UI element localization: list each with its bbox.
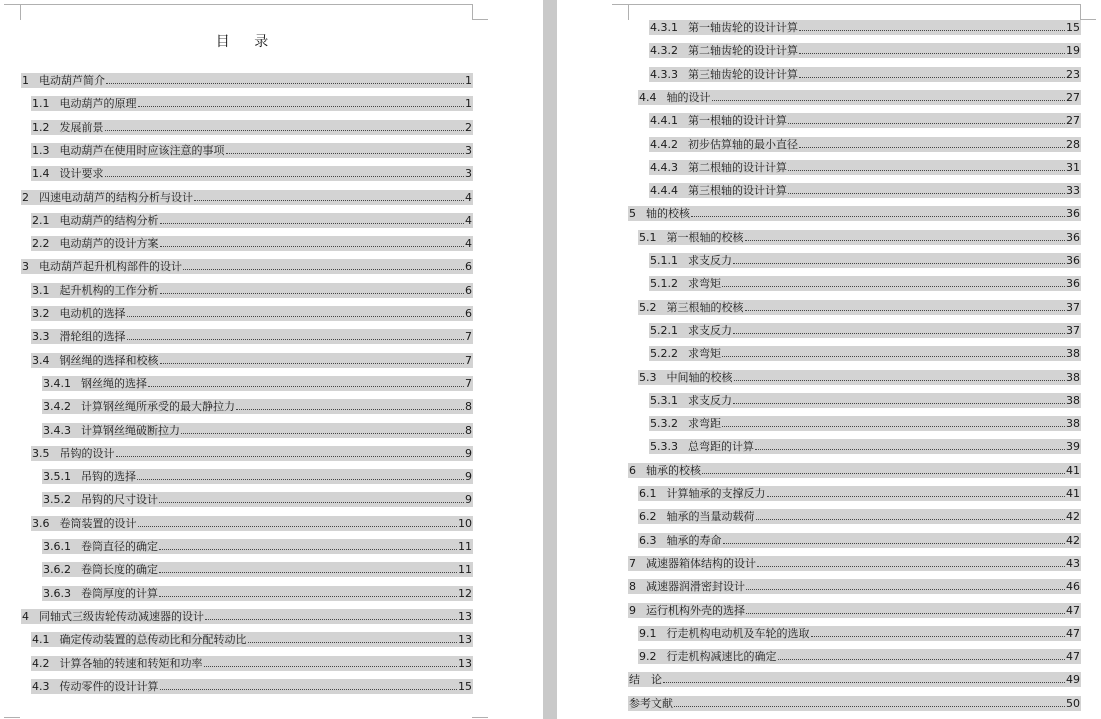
toc-title: 目 录 <box>215 34 279 50</box>
toc-entry-page: 46 <box>1066 580 1080 594</box>
toc-entry-page: 6 <box>465 283 472 297</box>
toc-entry-title: 四速电动葫芦的结构分析与设计 <box>39 190 193 204</box>
toc-dot-leader <box>799 29 1065 31</box>
toc-entry-number: 3.5.2 <box>43 493 71 507</box>
toc-entry[interactable] <box>649 20 1081 35</box>
toc-entry-number: 4.4.2 <box>650 137 678 151</box>
toc-entry[interactable] <box>42 539 473 554</box>
toc-entry-number: 3.6 <box>32 516 50 530</box>
toc-entry[interactable] <box>649 276 1081 291</box>
toc-entry[interactable] <box>628 463 1081 478</box>
toc-dot-leader <box>788 169 1065 171</box>
toc-dot-leader <box>734 379 1066 381</box>
toc-entry-title: 初步估算轴的最小直径 <box>688 137 798 151</box>
toc-entry-title: 吊钩的尺寸设计 <box>81 493 158 507</box>
toc-entry-number: 8 <box>629 580 636 594</box>
toc-entry-number: 5 <box>629 207 636 221</box>
toc-entry-page: 13 <box>458 633 472 647</box>
toc-entry[interactable] <box>31 166 473 181</box>
document-page-left <box>0 0 543 719</box>
toc-entry-page: 43 <box>1066 556 1080 570</box>
toc-entry[interactable] <box>649 393 1081 408</box>
toc-entry-page: 38 <box>1066 370 1080 384</box>
toc-dot-leader <box>204 665 458 667</box>
toc-entry-number: 3.6.1 <box>43 540 71 553</box>
toc-entry-number: 4.1 <box>32 633 50 647</box>
toc-entry-page: 4 <box>465 237 472 251</box>
toc-entry-number: 1.4 <box>32 167 50 181</box>
toc-entry-number: 3 <box>22 260 29 274</box>
toc-entry-number: 7 <box>629 556 636 570</box>
toc-entry[interactable] <box>649 416 1081 431</box>
toc-entry-number: 3.6.2 <box>43 563 71 577</box>
toc-entry-title: 减速器润滑密封设计 <box>646 580 745 594</box>
toc-entry-number: 1 <box>22 74 29 87</box>
toc-entry[interactable] <box>31 283 473 298</box>
toc-entry-title: 求弯距 <box>688 417 721 431</box>
toc-dot-leader <box>674 705 1065 707</box>
toc-entry-page: 38 <box>1066 417 1080 431</box>
toc-dot-leader <box>799 146 1065 148</box>
toc-dot-leader <box>691 215 1065 217</box>
toc-dot-leader <box>138 525 458 527</box>
toc-entry-title: 电动葫芦的原理 <box>59 97 137 111</box>
toc-entry-page: 19 <box>1066 44 1080 58</box>
toc-entry-number: 5.3.1 <box>650 393 678 407</box>
page-gutter <box>543 0 557 719</box>
toc-entry-page: 38 <box>1066 393 1080 407</box>
toc-entry-title: 结 论 <box>629 673 662 687</box>
toc-entry[interactable] <box>42 586 473 601</box>
toc-entry-title: 吊钩的设计 <box>59 446 115 460</box>
toc-entry-title: 设计要求 <box>59 167 104 181</box>
toc-dot-leader <box>767 495 1066 497</box>
toc-entry-title: 电动机的选择 <box>59 307 126 320</box>
toc-entry-number: 3.4.2 <box>43 400 71 414</box>
toc-entry-page: 39 <box>1066 440 1080 454</box>
toc-entry-page: 42 <box>1066 510 1080 524</box>
toc-entry-number: 3.4.1 <box>43 376 71 390</box>
toc-entry-title: 求弯矩 <box>688 277 721 291</box>
toc-entry-number: 5.3 <box>639 370 657 384</box>
toc-entry-title: 卷筒直径的确定 <box>81 540 158 553</box>
toc-entry-page: 7 <box>465 376 472 390</box>
toc-entry-title: 行走机构电动机及车轮的选取 <box>666 626 810 640</box>
toc-entry[interactable] <box>628 603 1081 618</box>
toc-entry[interactable] <box>649 67 1081 82</box>
toc-entry-number: 4 <box>22 609 29 623</box>
toc-entry-page: 3 <box>465 167 472 181</box>
toc-entry-page: 6 <box>465 260 472 274</box>
toc-dot-leader <box>148 385 464 387</box>
toc-dot-leader <box>723 542 1066 544</box>
toc-dot-leader <box>106 82 464 84</box>
toc-entry-title: 计算各轴的转速和转矩和功率 <box>59 656 203 670</box>
toc-dot-leader <box>205 618 457 620</box>
toc-entry-number: 3.4.3 <box>43 423 71 437</box>
toc-entry[interactable] <box>42 423 473 438</box>
toc-dot-leader <box>127 315 465 317</box>
toc-entry-number: 4.3.1 <box>650 21 678 34</box>
toc-entry-title: 吊钩的选择 <box>81 470 136 484</box>
toc-entry-page: 4 <box>465 213 472 227</box>
toc-entry-title: 第一根轴的校核 <box>666 230 744 244</box>
toc-entry-page: 15 <box>458 679 472 693</box>
toc-entry-page: 49 <box>1066 673 1080 687</box>
toc-dot-leader <box>746 612 1065 614</box>
toc-entry-title: 发展前景 <box>59 120 104 134</box>
toc-entry-title: 第三根轴的校核 <box>666 300 744 314</box>
toc-entry[interactable] <box>42 399 473 414</box>
toc-dot-leader <box>799 52 1065 54</box>
toc-entry[interactable] <box>638 90 1081 105</box>
toc-entry-title: 求弯矩 <box>688 347 721 361</box>
toc-dot-leader <box>159 548 457 550</box>
toc-dot-leader <box>137 478 464 480</box>
toc-entry-title: 轴承的校核 <box>646 463 701 477</box>
toc-entry-page: 36 <box>1066 207 1080 221</box>
toc-entry-number: 5.3.2 <box>650 417 678 431</box>
toc-entry-page: 2 <box>465 120 472 134</box>
toc-dot-leader <box>811 635 1066 637</box>
toc-dot-leader <box>236 408 464 410</box>
toc-entry[interactable] <box>638 509 1081 524</box>
toc-entry-number: 4.2 <box>32 656 50 670</box>
toc-entry-title: 求支反力 <box>688 254 732 267</box>
toc-entry[interactable] <box>31 143 473 158</box>
toc-entry-page: 13 <box>458 609 472 623</box>
toc-entry[interactable] <box>31 120 473 135</box>
toc-entry-title: 计算钢丝绳所承受的最大静拉力 <box>81 400 235 414</box>
toc-entry-number: 5.2.2 <box>650 347 678 361</box>
toc-entry[interactable] <box>31 679 473 694</box>
toc-dot-leader <box>248 641 458 643</box>
toc-entry-title: 滑轮组的选择 <box>59 330 126 344</box>
toc-entry-number: 3.4 <box>32 353 50 367</box>
toc-entry-title: 传动零件的设计计算 <box>59 679 159 693</box>
toc-entry-title: 第一根轴的设计计算 <box>688 114 787 128</box>
toc-entry-page: 7 <box>465 353 472 367</box>
toc-entry-title: 卷筒长度的确定 <box>81 563 158 577</box>
toc-entry-number: 1.1 <box>32 97 50 111</box>
toc-dot-leader <box>226 152 465 154</box>
document-page-right <box>557 0 1101 719</box>
toc-entry-page: 15 <box>1066 21 1080 34</box>
toc-entry[interactable] <box>21 259 473 274</box>
toc-entry-number: 3.5 <box>32 446 50 460</box>
toc-entry[interactable] <box>638 230 1081 245</box>
toc-entry-number: 2 <box>22 190 29 204</box>
toc-entry-number: 4.3.2 <box>650 44 678 58</box>
toc-list-right <box>557 0 1101 719</box>
toc-entry-title: 参考文献 <box>629 696 673 710</box>
toc-entry-title: 求支反力 <box>688 323 732 337</box>
toc-dot-leader <box>733 262 1065 264</box>
toc-entry-page: 1 <box>465 74 472 87</box>
toc-entry-title: 轴承的当量动载荷 <box>666 510 755 524</box>
toc-entry[interactable] <box>649 113 1081 128</box>
toc-entry-number: 3.3 <box>32 330 50 344</box>
toc-entry[interactable] <box>31 236 473 251</box>
toc-dot-leader <box>183 268 464 270</box>
toc-entry-title: 钢丝绳的选择 <box>81 376 147 390</box>
toc-entry-title: 中间轴的校核 <box>666 370 733 384</box>
toc-entry-number: 5.2.1 <box>650 323 678 337</box>
toc-entry[interactable] <box>42 492 473 507</box>
toc-entry-title: 同轴式三级齿轮传动减速器的设计 <box>39 609 204 623</box>
toc-entry-number: 5.1 <box>639 230 657 244</box>
toc-entry-page: 47 <box>1066 603 1080 617</box>
toc-entry-title: 计算钢丝绳破断拉力 <box>81 423 180 437</box>
toc-dot-leader <box>757 565 1065 567</box>
toc-dot-leader <box>105 175 465 177</box>
toc-entry-page: 12 <box>458 586 472 600</box>
toc-entry-page: 7 <box>465 330 472 344</box>
toc-entry-page: 36 <box>1066 254 1080 267</box>
toc-entry-number: 3.5.1 <box>43 470 71 484</box>
toc-entry-number: 3.1 <box>32 283 50 297</box>
toc-dot-leader <box>160 362 465 364</box>
toc-dot-leader <box>745 309 1066 311</box>
toc-entry-title: 第二根轴的设计计算 <box>688 160 787 174</box>
toc-entry-page: 47 <box>1066 626 1080 640</box>
toc-entry-title: 轴承的寿命 <box>666 533 722 547</box>
toc-entry-number: 2.2 <box>32 237 50 251</box>
toc-dot-leader <box>745 239 1066 241</box>
toc-entry-number: 6.2 <box>639 510 657 524</box>
toc-dot-leader <box>712 99 1066 101</box>
toc-entry-number: 4.4 <box>639 90 657 104</box>
toc-entry-page: 33 <box>1066 184 1080 198</box>
toc-dot-leader <box>788 192 1065 194</box>
toc-entry-page: 8 <box>465 423 472 437</box>
toc-dot-leader <box>159 501 464 503</box>
toc-entry-title: 计算轴承的支撑反力 <box>666 487 766 500</box>
toc-entry-number: 9 <box>629 603 636 617</box>
toc-entry-title: 电动葫芦简介 <box>39 74 105 87</box>
toc-dot-leader <box>116 455 465 457</box>
toc-entry-title: 卷筒厚度的计算 <box>81 586 158 600</box>
toc-entry[interactable] <box>31 213 473 228</box>
toc-dot-leader <box>663 681 1065 683</box>
toc-dot-leader <box>733 402 1065 404</box>
toc-entry[interactable] <box>638 649 1081 664</box>
toc-entry[interactable] <box>638 370 1081 385</box>
toc-entry-title: 起升机构的工作分析 <box>59 283 159 297</box>
toc-entry-page: 9 <box>465 493 472 507</box>
toc-dot-leader <box>127 338 465 340</box>
toc-dot-leader <box>138 105 465 107</box>
toc-entry-title: 电动葫芦的设计方案 <box>59 237 159 251</box>
toc-entry[interactable] <box>31 446 473 461</box>
toc-dot-leader <box>755 448 1065 450</box>
toc-entry[interactable] <box>628 206 1081 221</box>
toc-entry-page: 8 <box>465 400 472 414</box>
toc-dot-leader <box>722 285 1065 287</box>
toc-entry-title: 运行机构外壳的选择 <box>646 603 745 617</box>
toc-entry[interactable] <box>31 306 473 321</box>
toc-entry-page: 27 <box>1066 114 1080 128</box>
toc-entry[interactable] <box>628 672 1081 687</box>
toc-dot-leader <box>756 518 1066 520</box>
toc-dot-leader <box>194 199 464 201</box>
toc-entry[interactable] <box>638 300 1081 315</box>
toc-entry[interactable] <box>31 656 473 671</box>
toc-entry[interactable] <box>649 183 1081 198</box>
toc-dot-leader <box>105 129 465 131</box>
toc-entry-page: 10 <box>458 516 472 530</box>
toc-entry-number: 4.4.4 <box>650 184 678 198</box>
toc-entry-page: 9 <box>465 446 472 460</box>
toc-entry-page: 50 <box>1066 696 1080 710</box>
toc-entry[interactable] <box>628 579 1081 594</box>
toc-entry-page: 36 <box>1066 277 1080 291</box>
toc-entry[interactable] <box>21 190 473 205</box>
toc-entry-page: 1 <box>465 97 472 111</box>
toc-entry-number: 6.1 <box>639 487 657 500</box>
toc-dot-leader <box>746 588 1065 590</box>
toc-entry[interactable] <box>649 253 1081 268</box>
toc-entry[interactable] <box>638 533 1081 548</box>
toc-entry[interactable] <box>649 43 1081 58</box>
toc-entry-title: 电动葫芦的结构分析 <box>59 213 159 227</box>
toc-entry-page: 11 <box>458 540 472 553</box>
toc-entry-page: 6 <box>465 307 472 320</box>
toc-entry-number: 5.1.2 <box>650 277 678 291</box>
toc-entry-title: 求支反力 <box>688 393 732 407</box>
toc-dot-leader <box>788 122 1065 124</box>
toc-entry-title: 第一轴齿轮的设计计算 <box>688 21 798 34</box>
toc-entry[interactable] <box>638 486 1081 501</box>
toc-entry-number: 4.3.3 <box>650 67 678 81</box>
toc-entry-page: 41 <box>1066 487 1080 500</box>
toc-dot-leader <box>160 222 465 224</box>
toc-entry-number: 4.3 <box>32 679 50 693</box>
toc-entry-title: 第三轴齿轮的设计计算 <box>688 67 798 81</box>
toc-entry-number: 4.4.1 <box>650 114 678 128</box>
toc-entry-page: 4 <box>465 190 472 204</box>
toc-entry[interactable] <box>638 626 1081 641</box>
toc-entry-title: 轴的校核 <box>646 207 690 221</box>
toc-entry-page: 41 <box>1066 463 1080 477</box>
toc-entry-page: 9 <box>465 470 472 484</box>
toc-dot-leader <box>722 425 1065 427</box>
toc-entry[interactable] <box>31 632 473 647</box>
toc-dot-leader <box>159 595 457 597</box>
toc-entry[interactable] <box>628 696 1081 711</box>
toc-entry-page: 13 <box>458 656 472 670</box>
toc-entry-title: 电动葫芦起升机构部件的设计 <box>39 260 182 274</box>
toc-dot-leader <box>181 432 464 434</box>
toc-entry-page: 37 <box>1066 300 1080 314</box>
toc-entry[interactable] <box>31 96 473 111</box>
toc-entry-title: 钢丝绳的选择和校核 <box>59 353 159 367</box>
toc-entry-page: 28 <box>1066 137 1080 151</box>
toc-entry-number: 5.3.3 <box>650 440 678 454</box>
toc-entry-title: 卷筒装置的设计 <box>59 516 137 530</box>
toc-entry[interactable] <box>31 353 473 368</box>
toc-entry-page: 37 <box>1066 323 1080 337</box>
toc-entry-page: 47 <box>1066 650 1080 664</box>
toc-entry-title: 总弯距的计算 <box>688 440 754 454</box>
toc-entry-title: 电动葫芦在使用时应该注意的事项 <box>59 143 225 157</box>
toc-entry-number: 5.2 <box>639 300 657 314</box>
toc-entry[interactable] <box>649 323 1081 338</box>
toc-entry-number: 1.3 <box>32 143 50 157</box>
toc-entry-page: 27 <box>1066 90 1080 104</box>
toc-dot-leader <box>160 688 458 690</box>
toc-entry-title: 第二轴齿轮的设计计算 <box>688 44 798 58</box>
toc-dot-leader <box>733 332 1065 334</box>
toc-entry[interactable] <box>42 562 473 577</box>
toc-entry-page: 31 <box>1066 160 1080 174</box>
toc-dot-leader <box>159 571 457 573</box>
toc-entry[interactable] <box>649 439 1081 454</box>
toc-entry[interactable] <box>42 376 473 391</box>
toc-entry[interactable] <box>31 329 473 344</box>
toc-entry-number: 3.6.3 <box>43 586 71 600</box>
toc-entry-number: 5.1.1 <box>650 254 678 267</box>
toc-list-left <box>0 0 543 719</box>
toc-entry-title: 确定传动装置的总传动比和分配转动比 <box>59 633 247 647</box>
toc-entry-number: 6.3 <box>639 533 657 547</box>
toc-entry-number: 2.1 <box>32 213 50 227</box>
toc-dot-leader <box>778 658 1066 660</box>
toc-entry-number: 1.2 <box>32 120 50 134</box>
toc-entry[interactable] <box>31 516 473 531</box>
toc-entry[interactable] <box>21 609 473 624</box>
toc-entry[interactable] <box>649 160 1081 175</box>
toc-entry[interactable] <box>649 137 1081 152</box>
toc-entry-number: 9.1 <box>639 626 657 640</box>
toc-entry[interactable] <box>649 346 1081 361</box>
toc-dot-leader <box>722 355 1065 357</box>
toc-entry-page: 23 <box>1066 67 1080 81</box>
toc-dot-leader <box>799 76 1065 78</box>
toc-entry[interactable] <box>628 556 1081 571</box>
toc-dot-leader <box>160 245 465 247</box>
toc-entry-page: 42 <box>1066 533 1080 547</box>
toc-entry[interactable] <box>42 469 473 484</box>
toc-entry-number: 6 <box>629 463 636 477</box>
toc-dot-leader <box>160 292 465 294</box>
toc-entry[interactable] <box>21 73 473 88</box>
toc-entry-page: 36 <box>1066 230 1080 244</box>
toc-entry-title: 轴的设计 <box>666 90 711 104</box>
toc-entry-page: 11 <box>458 563 472 577</box>
toc-entry-page: 3 <box>465 143 472 157</box>
toc-entry-number: 9.2 <box>639 650 657 664</box>
toc-entry-page: 38 <box>1066 347 1080 361</box>
toc-dot-leader <box>702 472 1065 474</box>
toc-entry-title: 行走机构减速比的确定 <box>666 650 777 664</box>
toc-entry-number: 4.4.3 <box>650 160 678 174</box>
toc-entry-title: 第三根轴的设计计算 <box>688 184 787 198</box>
toc-entry-number: 3.2 <box>32 307 50 320</box>
toc-entry-title: 减速器箱体结构的设计 <box>646 556 756 570</box>
